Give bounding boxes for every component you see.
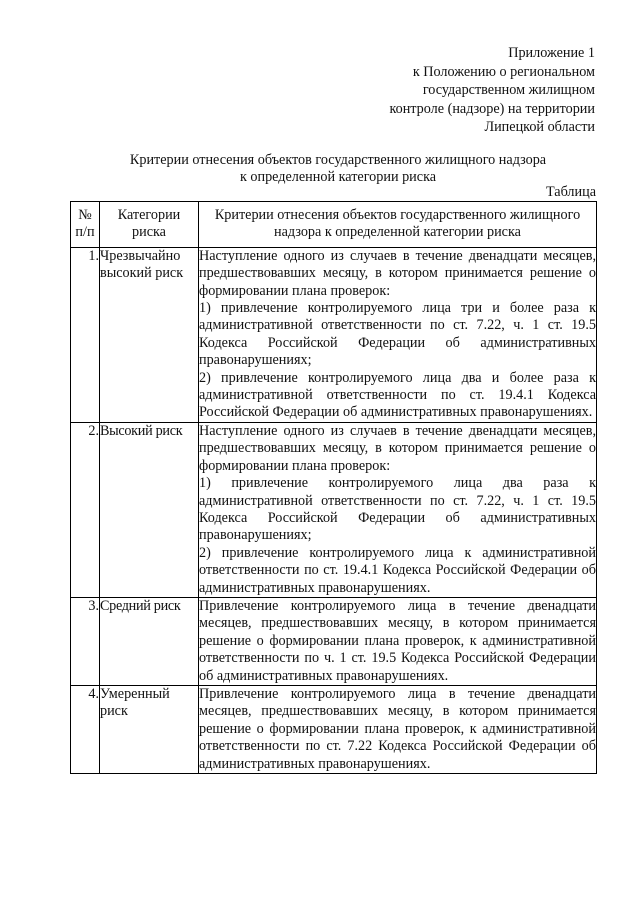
- table-row: [71, 597, 597, 685]
- row-number: 4.: [71, 685, 100, 773]
- table-row: [71, 247, 597, 422]
- appendix-line: государственном жилищном: [422, 82, 595, 98]
- appendix-line: Приложение 1: [508, 45, 595, 61]
- criteria-paragraph: 2) привлечение контролируемого лица два и более раза к административной ответственности по ст. 19.4.1 Кодекса Российской Федерации об административных правонарушениях.: [199, 369, 596, 421]
- row-criteria: [199, 422, 597, 597]
- table-row: [71, 422, 597, 597]
- table-header-row: [71, 202, 597, 248]
- appendix-line: контроле (надзоре) на территории: [389, 100, 595, 117]
- row-criteria: [199, 597, 597, 685]
- header-criteria: Критерии отнесения объектов государственного жилищного надзора к определенной категории риска: [199, 202, 597, 248]
- criteria-paragraph: 1) привлечение контролируемого лица два раза к административной ответственности по ст. 7.22, ч. 1 ст. 19.5 Кодекса Российской Федерации об административных правонарушениях;: [199, 475, 596, 544]
- row-criteria: [199, 685, 597, 773]
- table-label: Таблица: [545, 184, 596, 200]
- title-line-2: к определенной категории риска: [239, 169, 437, 185]
- row-category: Средний риск: [100, 597, 199, 685]
- table-row: [71, 685, 597, 773]
- appendix-note: [335, 44, 595, 137]
- criteria-paragraph: Привлечение контролируемого лица в течение двенадцати месяцев, предшествовавших месяцу, в котором принимается решение о формировании плана проверок, к административной ответственности по ст. 7.22 Кодекса Российской Федерации об административных правонарушениях.: [199, 685, 596, 772]
- title-line-1: Критерии отнесения объектов государственного жилищного надзора: [129, 152, 547, 168]
- criteria-table: [70, 201, 597, 774]
- document-title: [58, 152, 618, 186]
- row-number: 3.: [71, 597, 100, 685]
- row-criteria: [199, 247, 597, 422]
- header-category: Категории риска: [100, 202, 199, 248]
- appendix-line: Липецкой области: [484, 119, 595, 135]
- row-number: 2.: [71, 422, 100, 597]
- row-number: 1.: [71, 247, 100, 422]
- criteria-paragraph: Привлечение контролируемого лица в течение двенадцати месяцев, предшествовавших месяцу, в котором принимается решение о формировании плана проверок, к административной ответственности по ч. 1 ст. 19.5 Кодекса Российской Федерации об административных правонарушениях.: [199, 597, 596, 684]
- criteria-paragraph: 1) привлечение контролируемого лица три и более раза к административной ответственности по ст. 7.22, ч. 1 ст. 19.5 Кодекса Российской Федерации об административных правонарушениях;: [199, 300, 596, 369]
- criteria-paragraph: Наступление одного из случаев в течение двенадцати месяцев, предшествовавших месяцу, в котором принимается решение о формировании плана проверок:: [199, 247, 596, 299]
- row-category: Чрезвычайно высокий риск: [100, 247, 199, 422]
- row-category: Высокий риск: [100, 422, 199, 597]
- row-category: Умеренный риск: [100, 685, 199, 773]
- header-num: № п/п: [71, 202, 100, 248]
- criteria-paragraph: 2) привлечение контролируемого лица к административной ответственности по ст. 19.4.1 Кодекса Российской Федерации об административных правонарушениях.: [199, 544, 596, 596]
- appendix-line: к Положению о региональном: [412, 63, 595, 80]
- criteria-paragraph: Наступление одного из случаев в течение двенадцати месяцев, предшествовавших месяцу, в котором принимается решение о формировании плана проверок:: [199, 422, 596, 474]
